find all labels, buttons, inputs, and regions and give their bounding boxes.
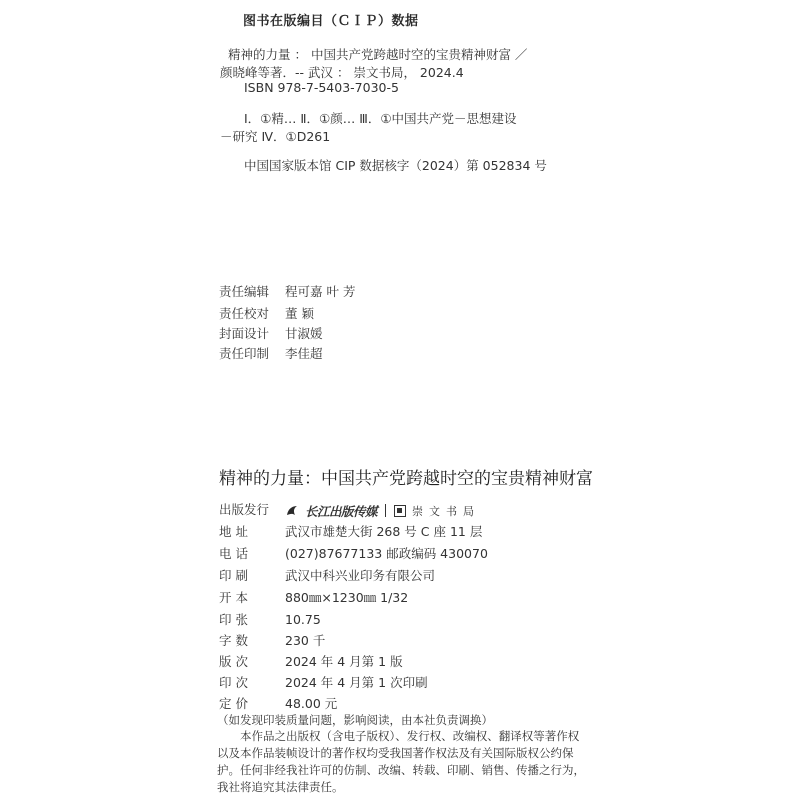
detail-row-price <box>219 694 337 712</box>
detail-value: 2024 年 4 月第 1 次印刷 <box>285 675 428 690</box>
detail-label: 定 价 <box>219 696 248 711</box>
staff-row-editor <box>219 282 355 300</box>
publisher-label: 出版发行 <box>219 502 270 517</box>
quality-notice: （如发现印装质量问题，影响阅读，由本社负责调换） <box>217 713 493 727</box>
publisher-seal-icon <box>394 505 406 517</box>
publisher-logo-icon <box>285 504 299 518</box>
staff-name: 董 颖 <box>285 306 314 321</box>
staff-name: 甘淑媛 <box>285 326 323 341</box>
copyright-notice: 本作品之出版权（含电子版权）、发行权、改编权、翻译权等著作权以及本作品装帧设计的著作权均受我国著作权法及有关国际版权公约保护。任何非经我社许可的仿制、改编、转载、印刷、销售、传播之行为，我社将追究其法律责任。 <box>217 729 585 794</box>
cip-isbn-line: ISBN 978-7-5403-7030-5 <box>244 80 399 95</box>
cip-record-number: 中国国家版本馆 CIP 数据核字（2024）第 052834 号 <box>244 158 547 173</box>
staff-row-cover-designer <box>219 324 323 342</box>
staff-row-proofreader <box>219 304 314 322</box>
cip-classification-line-2: －研究 Ⅳ．①D261 <box>220 129 331 144</box>
detail-value: 2024 年 4 月第 1 版 <box>285 654 403 669</box>
detail-value: 武汉中科兴业印务有限公司 <box>285 568 436 583</box>
cip-title-line: 精神的力量 ： 中国共产党跨越时空的宝贵精神财富 ／ <box>228 47 528 62</box>
detail-label: 开 本 <box>219 590 248 605</box>
detail-value: (027)87677133 邮政编码 430070 <box>285 546 488 561</box>
detail-row-printing <box>219 673 428 691</box>
cip-heading: 图书在版编目（ＣＩＰ）数据 <box>243 14 419 29</box>
detail-value: 48.00 元 <box>285 696 338 711</box>
detail-label: 电 话 <box>219 546 248 561</box>
book-title: 精神的力量：中国共产党跨越时空的宝贵精神财富 <box>219 469 593 489</box>
staff-role: 责任编辑 <box>219 284 270 299</box>
logo-divider <box>385 504 386 517</box>
detail-value: 230 千 <box>285 633 326 648</box>
staff-name: 程可嘉 叶 芳 <box>285 284 356 299</box>
cip-classification-line: Ⅰ．①精… Ⅱ．①颜… Ⅲ．①中国共产党－思想建设 <box>244 111 517 126</box>
detail-row-phone <box>219 544 488 562</box>
detail-row-word-count <box>219 631 325 649</box>
staff-row-print-manager <box>219 344 323 362</box>
staff-role: 封面设计 <box>219 326 270 341</box>
detail-value: 武汉市雄楚大街 268 号 C 座 11 层 <box>285 524 483 539</box>
publisher-logo <box>285 502 480 520</box>
detail-label: 印 张 <box>219 612 248 627</box>
detail-label: 印 次 <box>219 675 248 690</box>
detail-label: 印 刷 <box>219 568 248 583</box>
detail-label: 地 址 <box>219 524 248 539</box>
staff-role: 责任印制 <box>219 346 270 361</box>
detail-label: 字 数 <box>219 633 248 648</box>
publisher-row <box>219 500 480 518</box>
staff-role: 责任校对 <box>219 306 270 321</box>
publisher-group-name: 长江出版传媒 <box>305 503 378 519</box>
cip-author-line: 颜晓峰等著．-- 武汉 ： 崇文书局， 2024.4 <box>220 65 464 80</box>
detail-row-printer <box>219 566 435 584</box>
detail-row-address <box>219 522 482 540</box>
detail-row-format <box>219 588 408 606</box>
detail-row-sheets <box>219 610 321 628</box>
detail-label: 版 次 <box>219 654 248 669</box>
publisher-name: 崇文书局 <box>412 504 481 518</box>
detail-value: 10.75 <box>285 612 321 627</box>
detail-row-edition <box>219 652 403 670</box>
staff-name: 李佳超 <box>285 346 323 361</box>
detail-value: 880㎜×1230㎜ 1/32 <box>285 590 409 605</box>
